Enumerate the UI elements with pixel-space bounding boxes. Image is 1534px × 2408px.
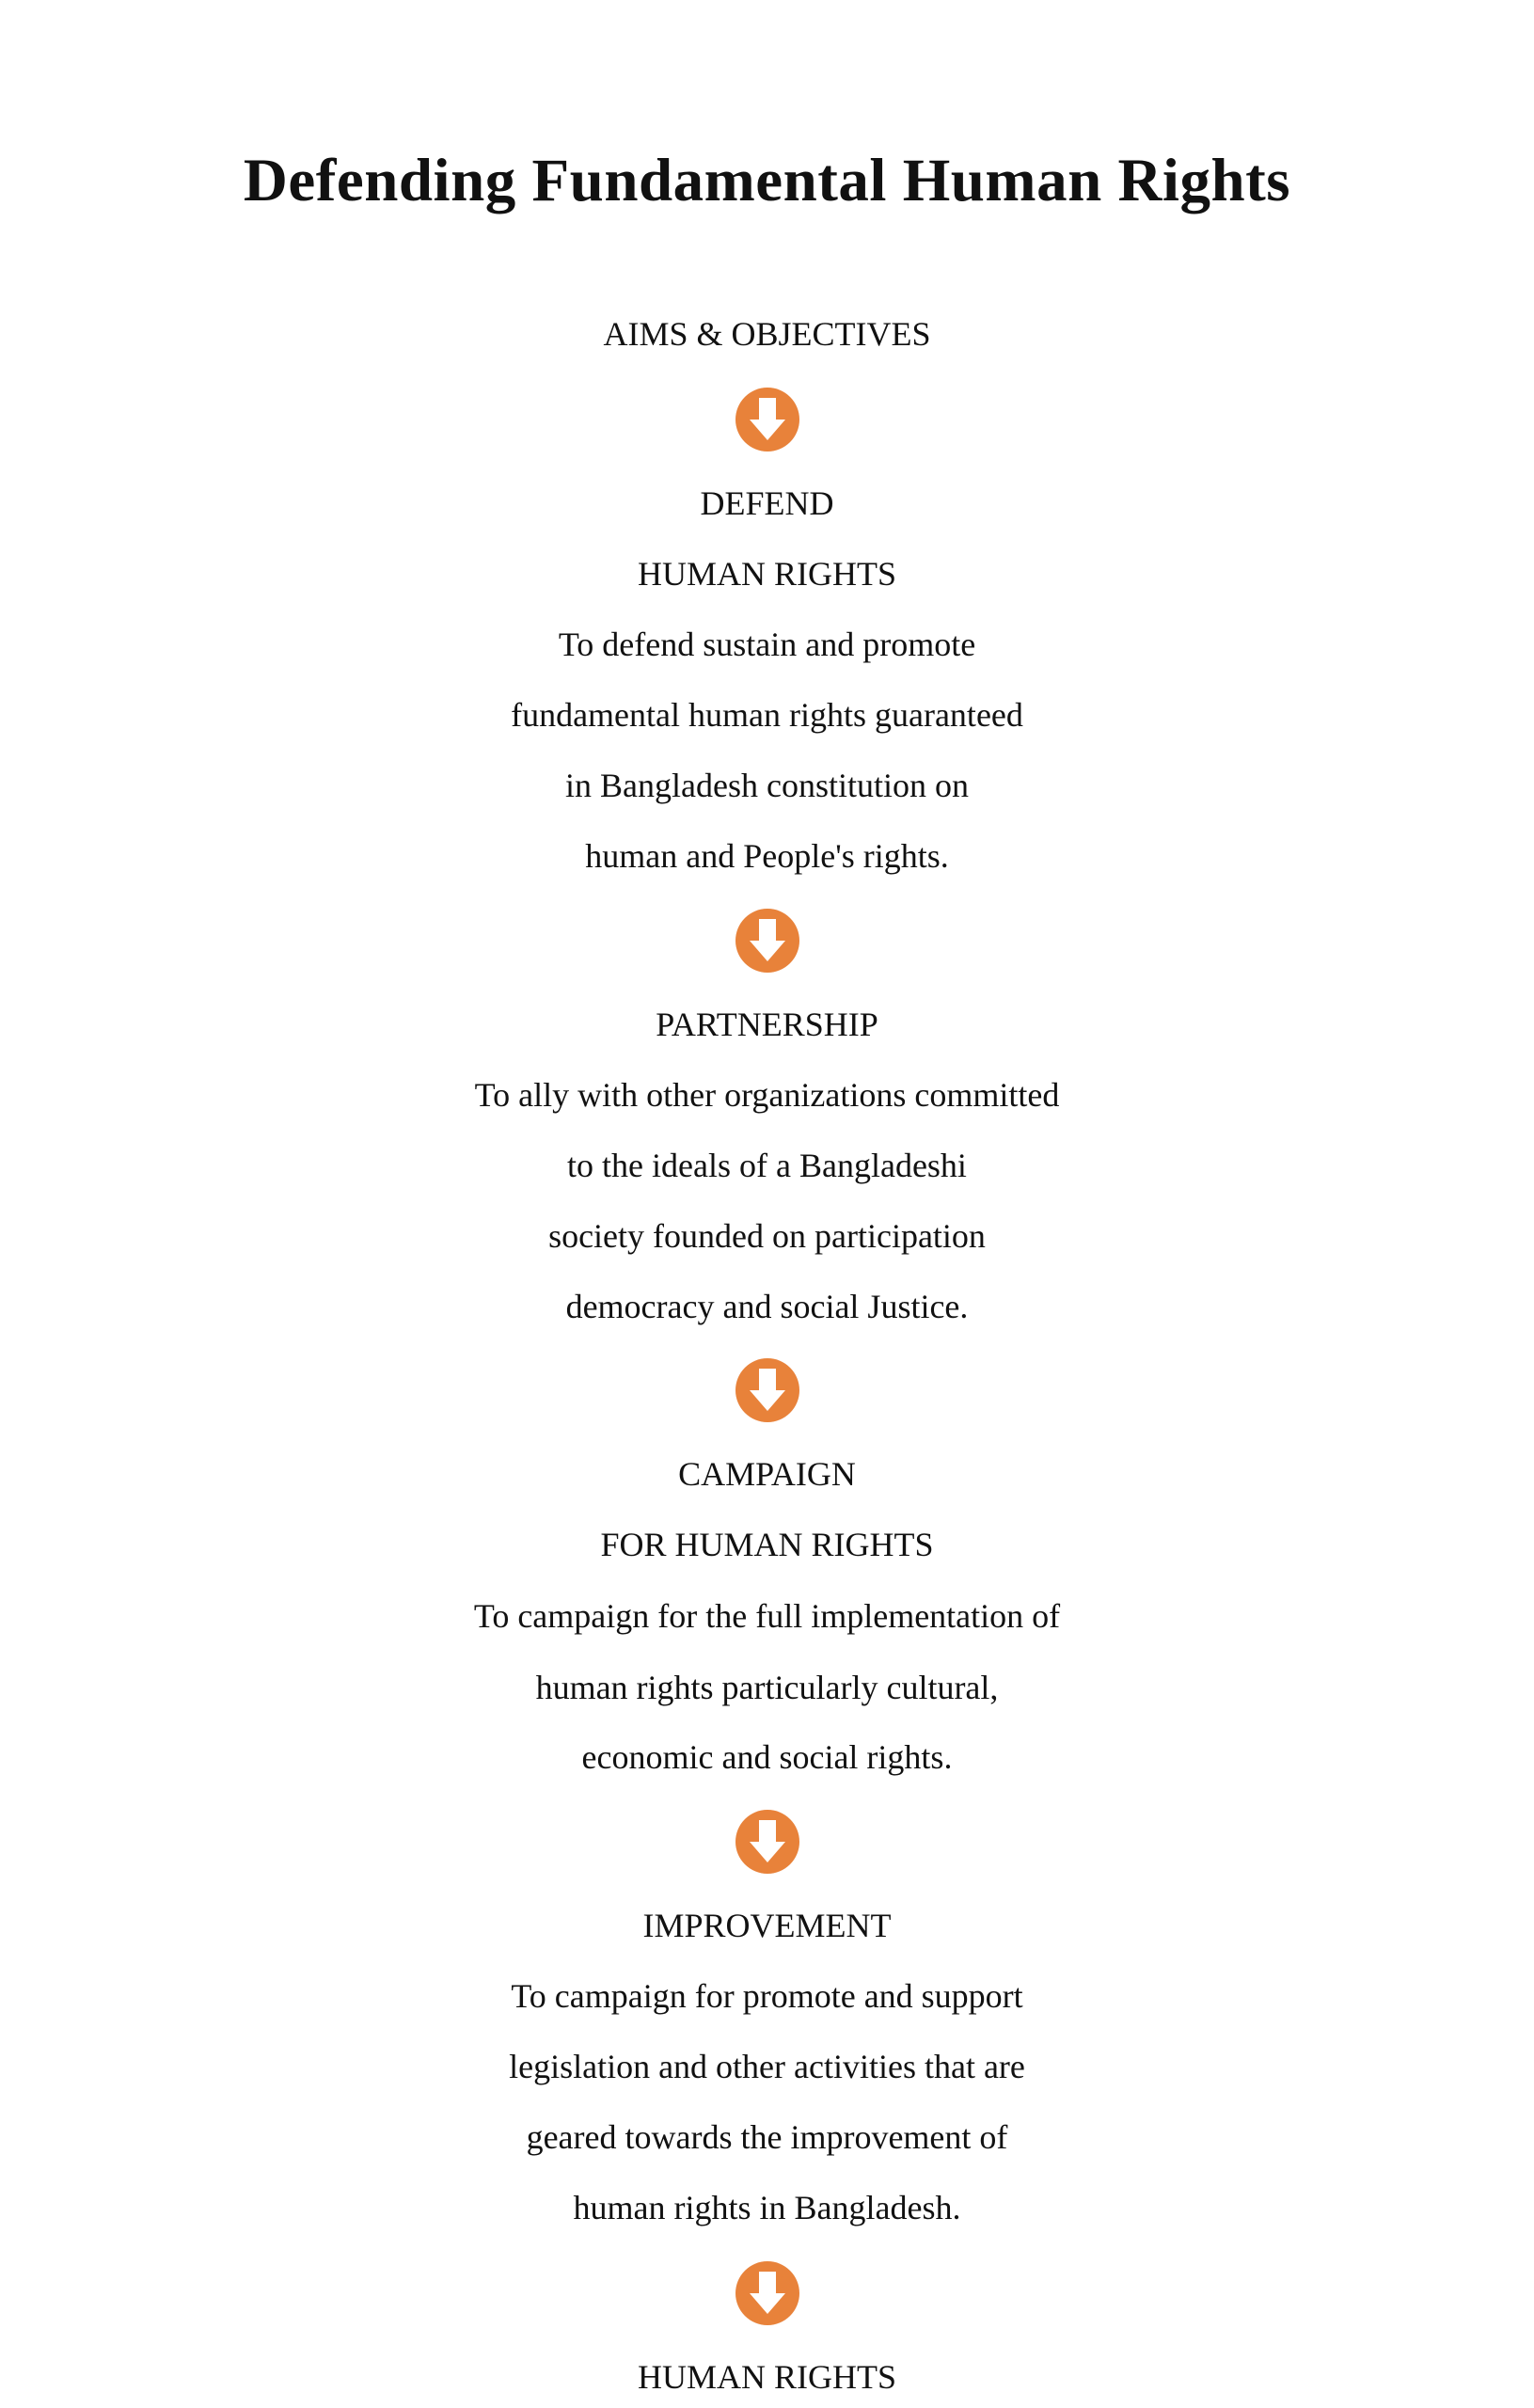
section-1-body-line-3: in Bangladesh constitution on (565, 767, 969, 804)
section-4-body-line-3: geared towards the improvement of (526, 2118, 1008, 2156)
section-4-body-line-4: human rights in Bangladesh. (573, 2189, 961, 2226)
down-arrow-circle-icon (734, 907, 801, 974)
down-arrow-circle-icon (734, 2259, 801, 2327)
section-2-body-line-1: To ally with other organizations committed (474, 1076, 1060, 1114)
section-2-heading-line-1: PARTNERSHIP (656, 1006, 878, 1043)
section-3-body-line-2: human rights particularly cultural, (535, 1669, 999, 1706)
section-3-heading-line-1: CAMPAIGN (678, 1455, 856, 1493)
section-2-body-line-2: to the ideals of a Bangladeshi (567, 1147, 967, 1184)
section-2-body-line-3: society founded on participation (548, 1217, 986, 1255)
section-5-heading-line-1: HUMAN RIGHTS (637, 2358, 896, 2396)
section-4-body-line-1: To campaign for promote and support (511, 1977, 1023, 2015)
section-3-body-line-3: economic and social rights. (581, 1738, 953, 1776)
down-arrow-circle-icon (734, 1356, 801, 1424)
intro-heading: AIMS & OBJECTIVES (603, 315, 931, 353)
section-3-body-line-1: To campaign for the full implementation of (473, 1597, 1061, 1635)
section-1-body-line-1: To defend sustain and promote (558, 626, 976, 663)
section-1-body-line-4: human and People's rights. (585, 837, 949, 875)
section-1-heading-line-2: HUMAN RIGHTS (637, 555, 896, 593)
page-title: Defending Fundamental Human Rights (243, 147, 1291, 214)
section-4-body-line-2: legislation and other activities that are (509, 2048, 1025, 2085)
down-arrow-circle-icon (734, 386, 801, 453)
down-arrow-circle-icon (734, 1808, 801, 1876)
section-1-body-line-2: fundamental human rights guaranteed (511, 696, 1023, 734)
section-4-heading-line-1: IMPROVEMENT (642, 1907, 892, 1944)
section-2-body-line-4: democracy and social Justice. (565, 1288, 969, 1325)
section-1-heading-line-1: DEFEND (700, 484, 834, 522)
section-3-heading-line-2: FOR HUMAN RIGHTS (600, 1526, 934, 1563)
